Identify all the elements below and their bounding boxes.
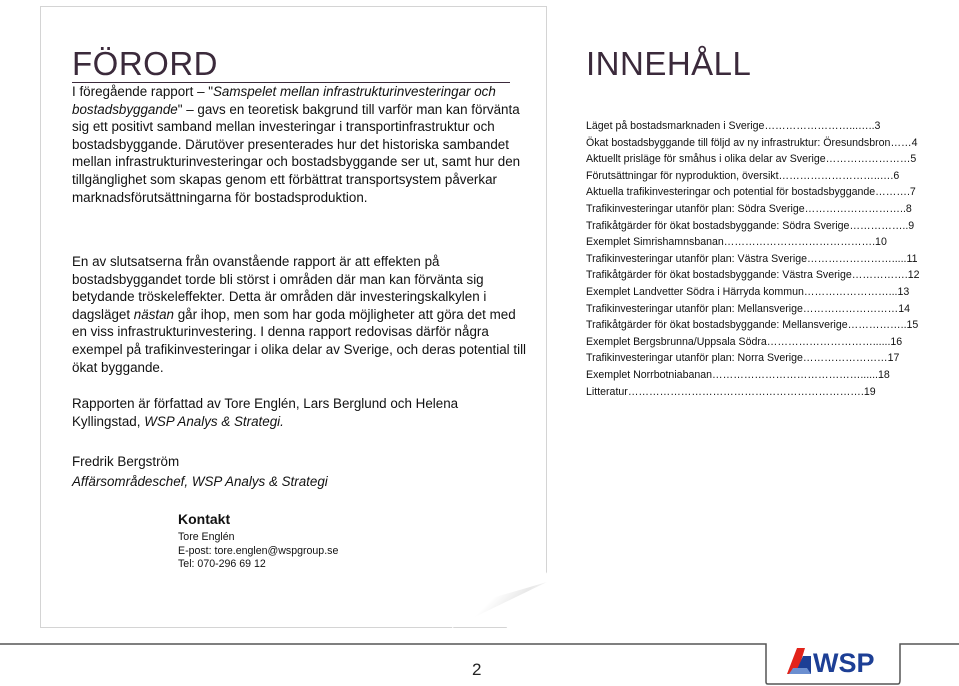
- toc-label: Trafikåtgärder för ökat bostadsbyggande: Södra Sverige: [586, 219, 850, 232]
- toc-entry[interactable]: [586, 301, 920, 318]
- toc-label: Exemplet Landvetter Södra i Härryda kommun: [586, 285, 804, 298]
- toc-entry[interactable]: [586, 334, 920, 351]
- toc-page: 15: [906, 319, 919, 332]
- text: exempel på trafikinvesteringar i olika delar av Sverige, och deras potential till: [72, 341, 527, 357]
- toc-page: 16: [890, 335, 903, 348]
- toc-entry[interactable]: [586, 267, 920, 284]
- toc-entry[interactable]: [586, 218, 920, 235]
- toc-page: 18: [878, 368, 890, 381]
- text: en viss infrastrukturinvestering. I denna rapport redovisas därför några: [72, 324, 489, 340]
- toc-entry[interactable]: [586, 118, 920, 135]
- italic-text: nästan: [133, 306, 175, 322]
- text-line: [72, 271, 542, 289]
- toc-page: 3: [874, 120, 881, 132]
- contact-block: [178, 511, 338, 572]
- toc-label: Aktuellt prisläge för småhus i olika delar av Sverige: [586, 153, 826, 166]
- toc-label: Exemplet Simrishamnsbanan: [586, 236, 724, 249]
- toc-page: 12: [907, 269, 920, 282]
- toc-entry[interactable]: [586, 151, 920, 168]
- toc-label: Förutsättningar för nyproduktion, översikt: [586, 169, 779, 182]
- toc-page: 9: [908, 219, 915, 232]
- text-line: [72, 413, 542, 431]
- text-line: [72, 395, 542, 413]
- paragraph-2: [72, 253, 542, 376]
- text: bostadsbyggandet torde bli störst i områden där man kan förvänta sig: [72, 271, 484, 287]
- toc-page: 5: [910, 153, 917, 166]
- page-number: 2: [472, 660, 482, 679]
- toc-entry[interactable]: [586, 367, 920, 384]
- toc-dots: ……………………...: [803, 285, 898, 298]
- toc-label: Exemplet Bergsbrunna/Uppsala Södra: [586, 335, 767, 348]
- toc-entry[interactable]: [586, 135, 920, 152]
- toc-label: Trafikåtgärder för ökat bostadsbyggande: Mellansverige: [586, 319, 848, 332]
- toc-dots: ……….: [875, 186, 910, 199]
- italic-text: Samspelet mellan infrastrukturinvesteringar och: [213, 84, 496, 99]
- toc-label: Exemplet Norrbotniabanan: [586, 368, 713, 381]
- text: tillgänglighet som skapas genom ett förbättrat transportsystem påverkar: [72, 171, 497, 187]
- contact-email[interactable]: E-post: tore.englen@wspgroup.se: [178, 544, 339, 557]
- toc-label: Trafikinvesteringar utanför plan: Norra Sverige: [586, 352, 803, 365]
- toc-page: 8: [905, 202, 912, 215]
- signer-title: Affärsområdeschef, WSP Analys & Strategi: [72, 474, 328, 489]
- toc-page: 6: [893, 169, 900, 182]
- toc-label: Litteratur: [586, 385, 628, 398]
- contents-title: INNEHÅLL: [586, 45, 752, 82]
- toc-entry[interactable]: [586, 234, 920, 251]
- text-line: [72, 323, 542, 341]
- text: Rapporten är författad av Tore Englén, Lars Berglund och Helena: [72, 396, 459, 411]
- toc-label: Ökat bostadsbyggande till följd av ny infrastruktur: Öresundsbron: [586, 136, 891, 149]
- toc-label: Trafikinvesteringar utanför plan: Mellansverige: [586, 302, 803, 315]
- text-line: [72, 101, 542, 119]
- text: En av slutsatserna från ovanstående rapport är att effekten på: [72, 254, 440, 269]
- text-line: [72, 359, 542, 377]
- toc-label: Aktuella trafikinvesteringar och potential för bostadsbyggande: [586, 186, 876, 199]
- toc-dots: ……………………: [802, 352, 888, 365]
- toc-page: 4: [911, 136, 918, 149]
- toc-entry[interactable]: [586, 317, 920, 334]
- signer-name: Fredrik Bergström: [72, 454, 180, 469]
- toc-entry[interactable]: [586, 384, 920, 401]
- toc-label: Trafikinvesteringar utanför plan: Södra Sverige: [586, 202, 805, 215]
- text: bostadsbyggande. Därutöver presenterades hur det historiska sambandet: [72, 136, 509, 152]
- toc-dots: ……………..: [849, 219, 909, 232]
- toc-page: 14: [898, 302, 911, 315]
- text: I föregående rapport – ": [72, 84, 213, 99]
- text: sig ett positivt samband mellan investeringar i transportinfrastruktur och: [72, 119, 495, 135]
- toc-entry[interactable]: [586, 201, 920, 218]
- toc-page: 13: [897, 285, 910, 298]
- toc-entry[interactable]: [586, 168, 920, 185]
- foreword-title: FÖRORD: [72, 45, 218, 82]
- toc-dots: …………………………......: [766, 335, 891, 348]
- text: dagsläget: [72, 306, 134, 322]
- toc-dots: …………….: [851, 269, 908, 282]
- text-line: [72, 136, 542, 154]
- contact-name: Tore Englén: [178, 531, 235, 543]
- toc-dots: ……………………...…..: [764, 120, 875, 132]
- toc-entry[interactable]: [586, 184, 920, 201]
- text-line: [72, 341, 542, 359]
- toc-dots: ……………..: [847, 319, 907, 332]
- toc-label: Trafikinvesteringar utanför plan: Västra Sverige: [586, 252, 808, 265]
- text-line: [72, 189, 542, 207]
- toc-entry[interactable]: [586, 251, 920, 268]
- italic-text: bostadsbyggande: [72, 101, 178, 117]
- toc-dots: ……: [890, 136, 912, 149]
- toc-page: 11: [906, 252, 918, 265]
- toc-page: 7: [909, 186, 916, 199]
- toc-label: Läget på bostadsmarknaden i Sverige: [586, 120, 765, 132]
- text-line: [72, 288, 542, 306]
- wsp-logo: [785, 642, 881, 681]
- toc-dots: …………………………………….: [723, 236, 876, 249]
- text: betydande tröskeleffekter. Detta är områden där investeringskalkylen i: [72, 289, 487, 305]
- table-of-contents: [586, 118, 920, 400]
- toc-dots: ……………………………………......: [712, 368, 879, 381]
- text-line: [72, 253, 542, 271]
- text-line: [72, 83, 542, 101]
- toc-dots: ………………………: [802, 302, 899, 315]
- text: Kyllingstad,: [72, 413, 145, 429]
- toc-page: 19: [863, 385, 876, 398]
- toc-dots: ………………………………………………………….: [627, 385, 864, 398]
- paragraph-1: [72, 83, 542, 206]
- toc-label: Trafikåtgärder för ökat bostadsbyggande: Västra Sverige: [586, 269, 852, 282]
- toc-dots: …………………….....: [807, 252, 907, 265]
- toc-dots: ………………………..….: [778, 169, 894, 182]
- text: " – gavs en teoretisk bakgrund till varför man kan förvänta: [177, 101, 520, 117]
- contact-phone: Tel: 070-296 69 12: [178, 558, 266, 570]
- text: marknadsförutsättningarna för bostadsproduktion.: [72, 189, 368, 205]
- italic-text: WSP Analys & Strategi.: [144, 413, 284, 429]
- text: mellan infrastrukturinvesteringar och bostadsbyggande ser ut, samt hur den: [72, 154, 521, 170]
- toc-entry[interactable]: [586, 284, 920, 301]
- text-line: [72, 153, 542, 171]
- logo-text: WSP: [813, 648, 875, 676]
- toc-page: 17: [887, 352, 900, 365]
- paragraph-3: [72, 395, 542, 430]
- toc-dots: ……………………: [825, 153, 911, 166]
- text-line: [72, 118, 542, 136]
- text: ökat byggande.: [72, 359, 164, 375]
- contact-heading: Kontakt: [178, 511, 231, 527]
- text: går ihop, men som har goda möjligheter att göra det med: [174, 306, 516, 322]
- toc-page: 10: [875, 236, 887, 249]
- toc-dots: ………………………..: [804, 202, 906, 215]
- text-line: [72, 306, 542, 324]
- text-line: [72, 171, 542, 189]
- toc-entry[interactable]: [586, 350, 920, 367]
